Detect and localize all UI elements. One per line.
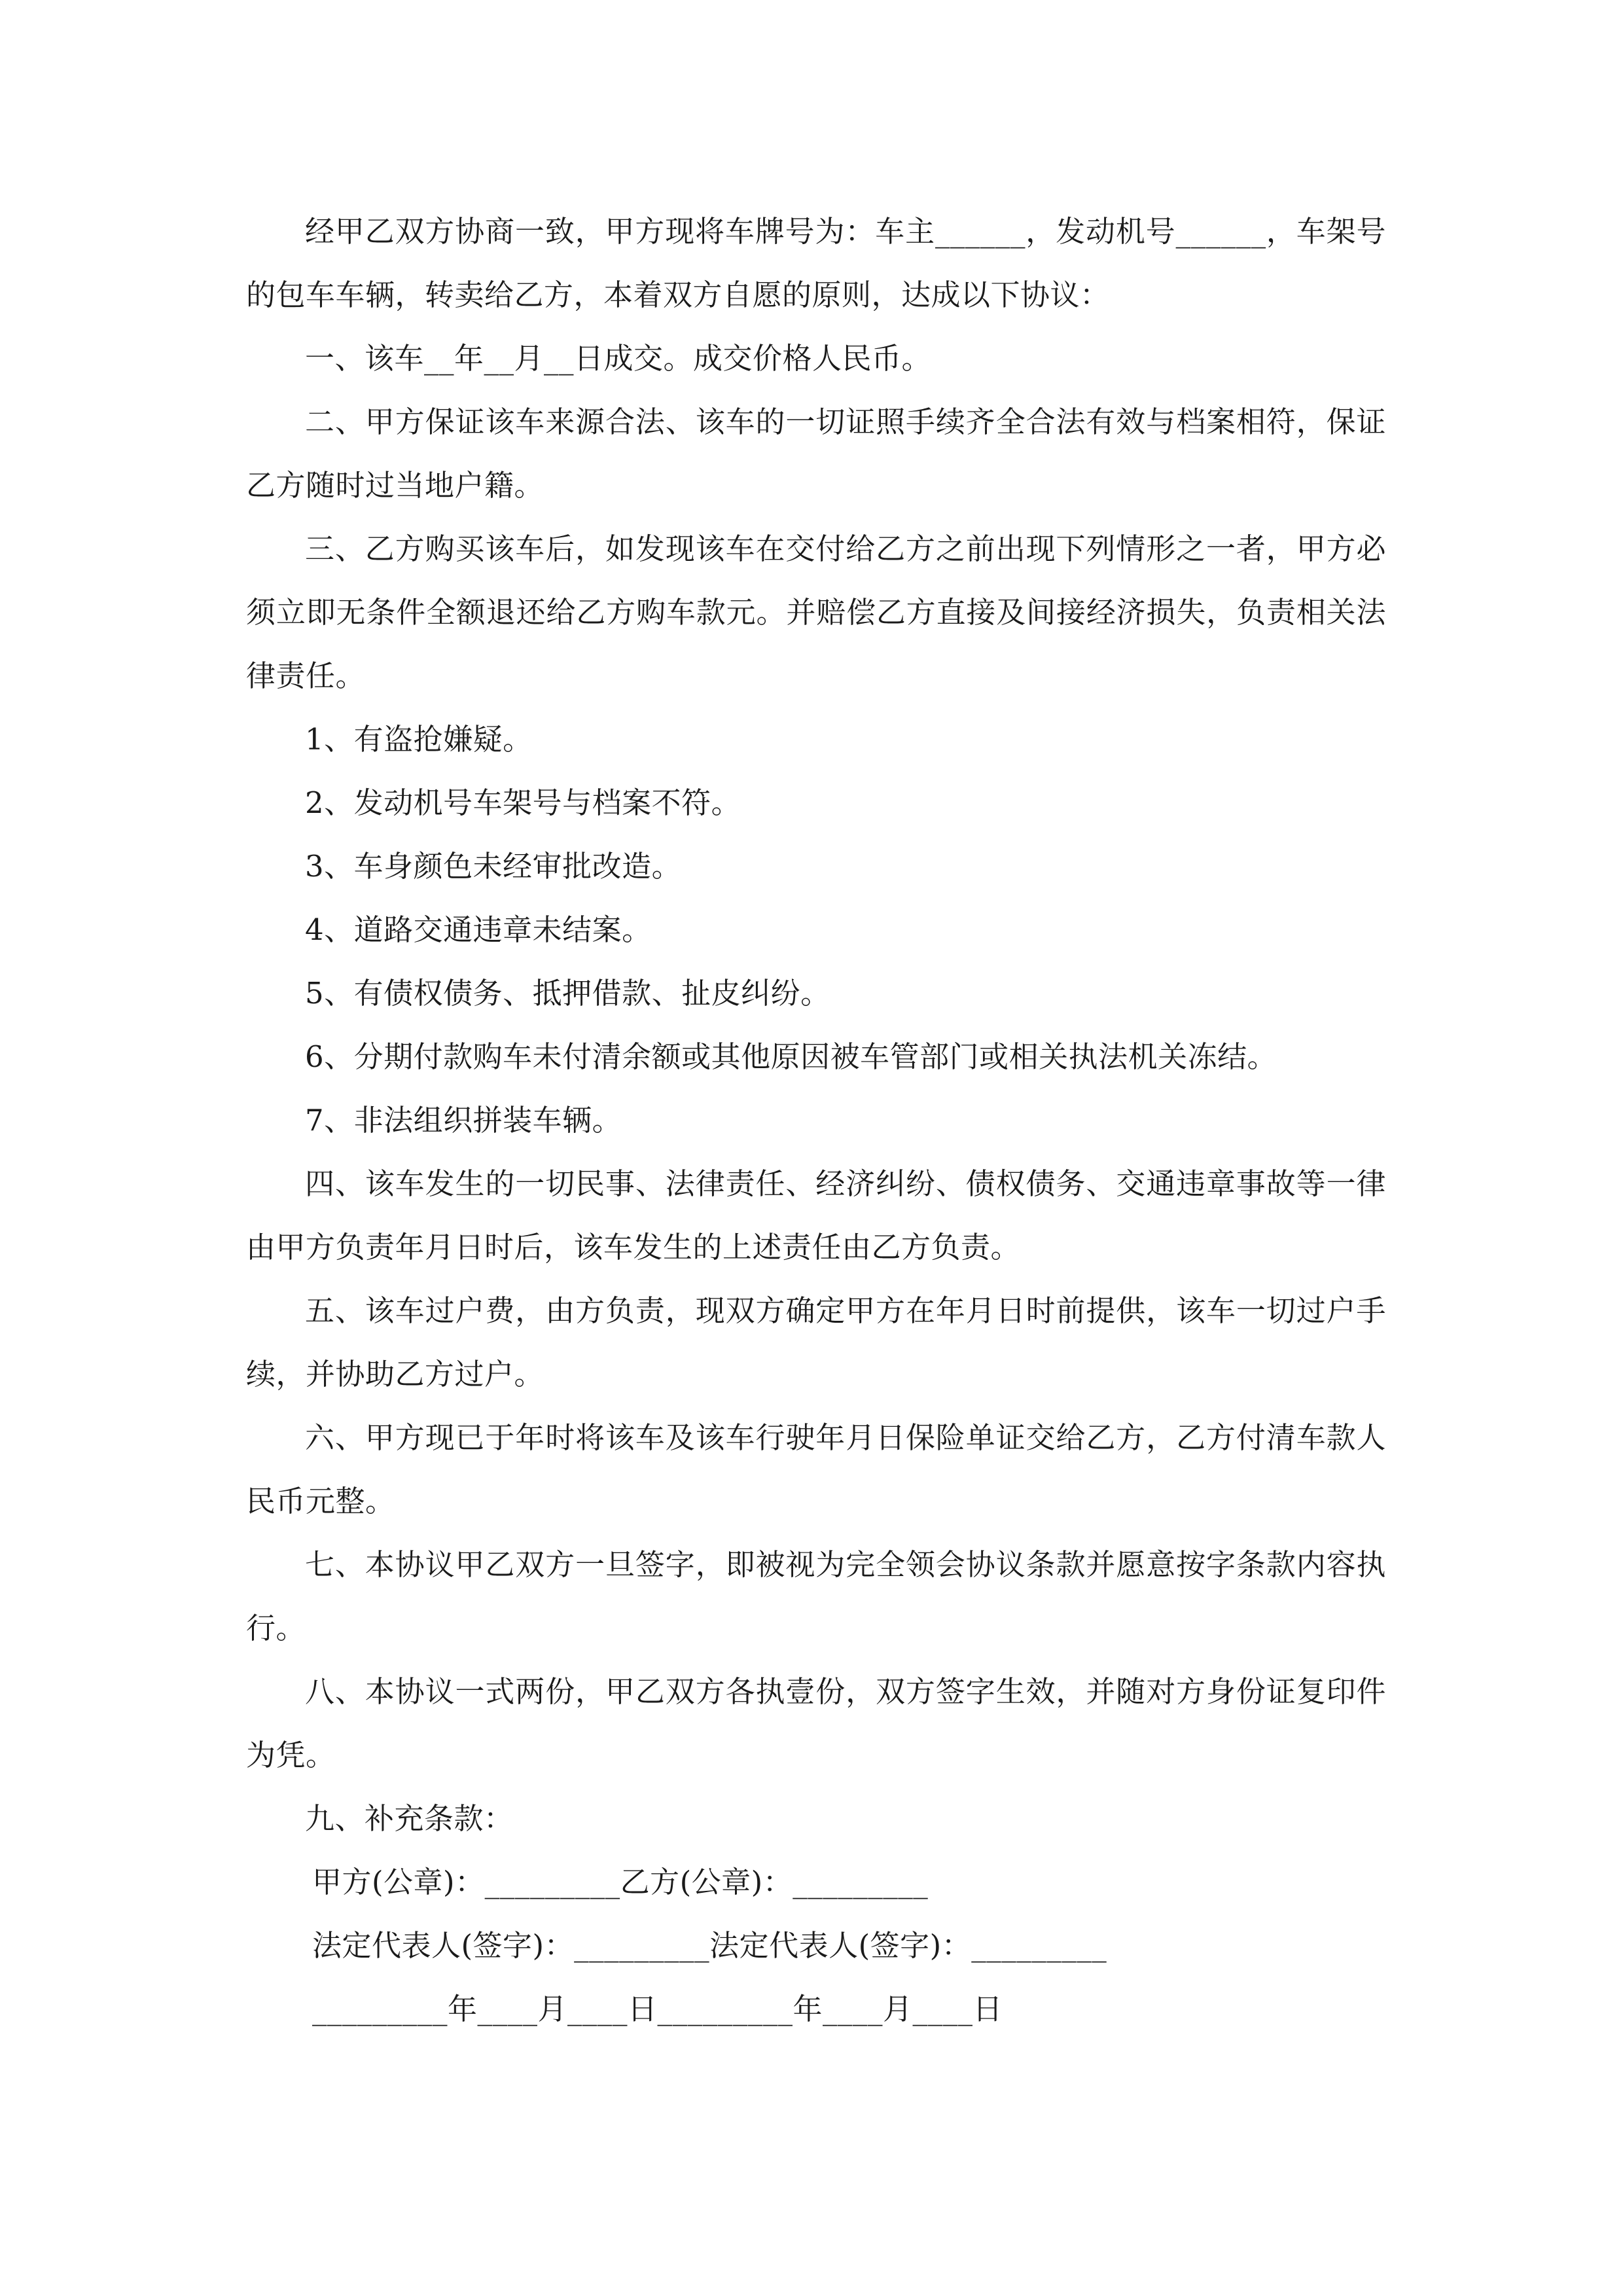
clause-7: 七、本协议甲乙双方一旦签字，即被视为完全领会协议条款并愿意按字条款内容执行。 bbox=[246, 1547, 1386, 1645]
signature-date-line: _________年____月____日_________年____月____日 bbox=[312, 1992, 1003, 2026]
list-item-6: 6、分期付款购车未付清余额或其他原因被车管部门或相关执法机关冻结。 bbox=[305, 1039, 1277, 1074]
clause-1: 一、该车__年__月__日成交。成交价格人民币。 bbox=[305, 341, 932, 376]
signature-representative-line: 法定代表人(签字)：_________法定代表人(签字)：_________ bbox=[312, 1928, 1107, 1963]
clause-6: 六、甲方现已于年时将该车及该车行驶年月日保险单证交给乙方，乙方付清车款人民币元整。 bbox=[246, 1420, 1386, 1518]
paragraph-intro: 经甲乙双方协商一致，甲方现将车牌号为：车主______，发动机号______，车架号的包车车辆，转卖给乙方，本着双方自愿的原则，达成以下协议： bbox=[246, 214, 1386, 312]
clause-5: 五、该车过户费，由方负责，现双方确定甲方在年月日时前提供，该车一切过户手续，并协助乙方过户。 bbox=[246, 1293, 1386, 1391]
list-item-3: 3、车身颜色未经审批改造。 bbox=[305, 849, 682, 884]
list-item-7: 7、非法组织拼装车辆。 bbox=[305, 1103, 622, 1138]
list-item-4: 4、道路交通违章未结案。 bbox=[305, 912, 652, 947]
clause-9: 九、补充条款： bbox=[305, 1801, 514, 1836]
list-item-1: 1、有盗抢嫌疑。 bbox=[305, 722, 533, 757]
clause-4: 四、该车发生的一切民事、法律责任、经济纠纷、债权债务、交通违章事故等一律由甲方负责年月日时后，该车发生的上述责任由乙方负责。 bbox=[246, 1166, 1386, 1265]
signature-seal-line: 甲方(公章)：_________乙方(公章)：_________ bbox=[312, 1865, 929, 1899]
list-item-2: 2、发动机号车架号与档案不符。 bbox=[305, 785, 741, 820]
clause-3: 三、乙方购买该车后，如发现该车在交付给乙方之前出现下列情形之一者，甲方必须立即无条件全额退还给乙方购车款元。并赔偿乙方直接及间接经济损失，负责相关法律责任。 bbox=[246, 531, 1386, 693]
document-page bbox=[246, 200, 1386, 2041]
list-item-5: 5、有债权债务、抵押借款、扯皮纠纷。 bbox=[305, 976, 830, 1011]
clause-8: 八、本协议一式两份，甲乙双方各执壹份，双方签字生效，并随对方身份证复印件为凭。 bbox=[246, 1674, 1386, 1772]
clause-2: 二、甲方保证该车来源合法、该车的一切证照手续齐全合法有效与档案相符，保证乙方随时过当地户籍。 bbox=[246, 404, 1386, 503]
